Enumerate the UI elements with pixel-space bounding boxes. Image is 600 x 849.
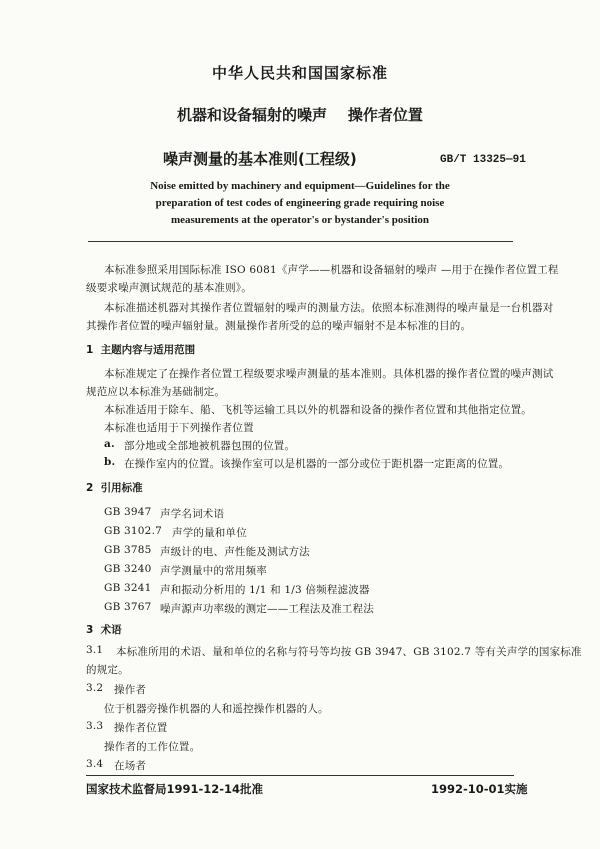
section-2-heading: 2 引用标准 — [86, 482, 143, 494]
term-3-3-number: 3.3 — [86, 720, 104, 732]
section-1-line-2: 规范应以本标准为基础制定。 — [86, 386, 226, 398]
title-cn-line-2: 噪声测量的基本准则(工程级) — [163, 150, 357, 168]
section-1-line-1: 本标准规定了在操作者位置工程级要求噪声测量的基本准则。具体机器的操作者位置的噪声测试 — [104, 368, 554, 380]
section-1-line-3: 本标准适用于除车、船、飞机等运输工具以外的机器和设备的操作者位置和其他指定位置。 — [104, 404, 532, 416]
intro-p2-line-2: 其操作者位置的噪声辐射量。测量操作者所受的总的噪声辐射不是本标准的目的。 — [86, 320, 472, 332]
standard-number: GB/T 13325—91 — [440, 154, 526, 166]
reference-code: GB 3240 — [104, 563, 152, 575]
title-en-line-2: preparation of test codes of engineering grade requiring noise — [155, 197, 445, 209]
intro-p1-line-2: 级要求噪声测试规范的基本准则》。 — [86, 282, 252, 294]
intro-p1-line-1: 本标准参照采用国际标准 ISO 6081《声学——机器和设备辐射的噪声 —用于在操作者位置工程 — [104, 264, 559, 276]
list-item-b: 在操作室内的位置。该操作室可以是机器的一部分或位于距机器一定距离的位置。 — [124, 458, 510, 470]
term-3-1-line-2: 的规定。 — [86, 664, 129, 676]
term-3-1-number: 3.1 — [86, 644, 104, 656]
reference-title: 声学名词术语 — [160, 508, 225, 520]
national-standard-heading: 中华人民共和国国家标准 — [211, 64, 388, 82]
intro-p2-line-1: 本标准描述机器对其操作者位置辐射的噪声的测量方法。依照本标准测得的噪声量是一台机器对 — [104, 302, 554, 314]
term-3-3-definition: 操作者的工作位置。 — [104, 741, 201, 753]
reference-title: 声和振动分析用的 1/1 和 1/3 倍频程滤波器 — [160, 584, 370, 596]
section-3-heading: 3 术语 — [86, 624, 122, 636]
reference-code: GB 3767 — [104, 601, 152, 613]
term-3-2-title: 操作者 — [114, 684, 147, 696]
implementation-date: 1992-10-01实施 — [431, 782, 528, 796]
reference-title: 噪声源声功率级的测定——工程法及准工程法 — [160, 603, 374, 615]
reference-title: 声级计的电、声性能及测试方法 — [160, 546, 310, 558]
footer-rule — [86, 775, 514, 776]
term-3-4-title: 在场者 — [114, 760, 147, 772]
term-3-1-line-1: 本标准所用的术语、量和单位的名称与符号等均按 GB 3947、GB 3102.7 等有关声学的国家标准 — [116, 646, 582, 658]
reference-code: GB 3102.7 — [104, 525, 162, 537]
reference-title: 声学的量和单位 — [172, 527, 247, 539]
reference-title: 声学测量中的常用频率 — [160, 565, 267, 577]
title-en-line-1: Noise emitted by machinery and equipment—Guidelines for the — [150, 180, 450, 192]
reference-code: GB 3241 — [104, 582, 152, 594]
list-marker-b: b. — [104, 456, 116, 468]
title-en-line-3: measurements at the operator's or bystander's position — [170, 214, 430, 226]
term-3-2-number: 3.2 — [86, 682, 104, 694]
term-3-2-definition: 位于机器旁操作机器的人和遥控操作机器的人。 — [104, 703, 329, 715]
reference-code: GB 3785 — [104, 544, 152, 556]
section-1-line-4: 本标准也适用于下列操作者位置 — [104, 422, 254, 434]
header-rule — [88, 241, 513, 242]
term-3-4-number: 3.4 — [86, 758, 104, 770]
list-marker-a: a. — [104, 438, 115, 450]
section-1-heading: 1 主题内容与适用范围 — [86, 344, 196, 356]
reference-code: GB 3947 — [104, 506, 152, 518]
approval-info: 国家技术监督局1991-12-14批准 — [86, 782, 264, 796]
term-3-3-title: 操作者位置 — [114, 722, 168, 734]
title-cn-line-1: 机器和设备辐射的噪声 操作者位置 — [177, 106, 423, 124]
list-item-a: 部分地或全部地被机器包围的位置。 — [124, 440, 296, 452]
